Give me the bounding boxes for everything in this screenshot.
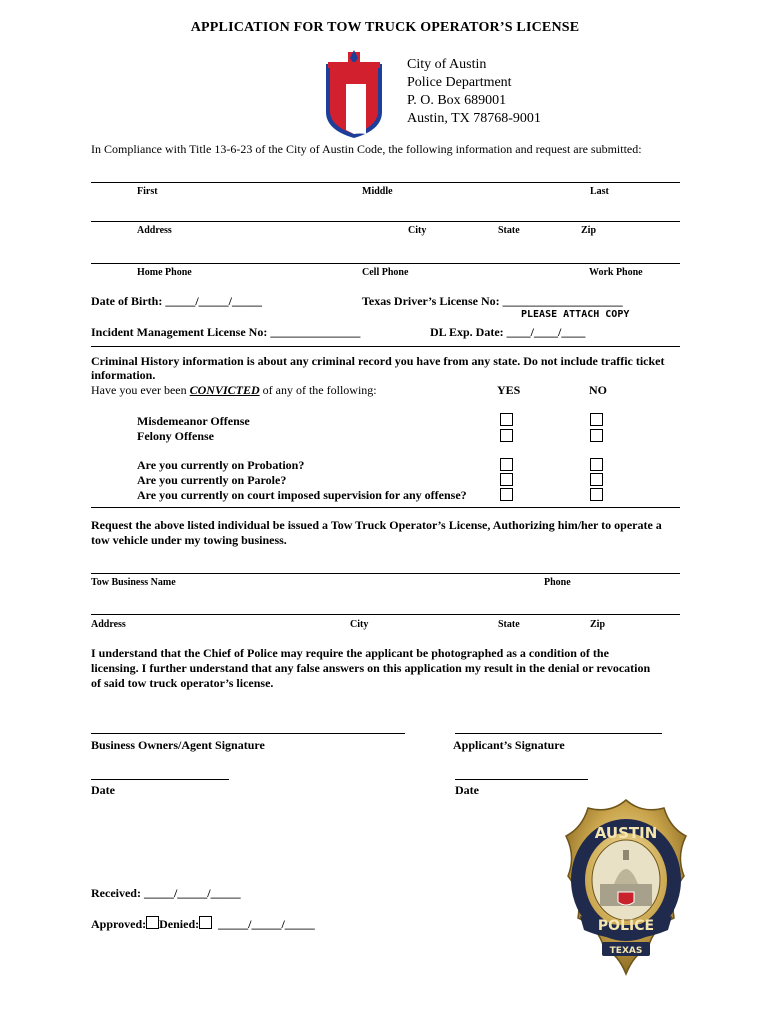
work-phone-label: Work Phone: [589, 267, 643, 278]
section-divider: [91, 346, 680, 347]
probation-label: Are you currently on Probation?: [137, 458, 305, 472]
convicted-emphasis: CONVICTED: [189, 383, 260, 397]
address-line-1: City of Austin: [407, 57, 487, 72]
felony-yes-checkbox[interactable]: [500, 429, 513, 442]
parole-yes-checkbox[interactable]: [500, 473, 513, 486]
denied-date[interactable]: _____/_____/_____: [218, 917, 315, 931]
convicted-question-suffix: of any of the following:: [259, 383, 377, 397]
convicted-question: [91, 383, 377, 398]
last-name-label: Last: [590, 186, 609, 197]
criminal-history-intro: Criminal History information is about any criminal record you have from any state. Do not include traffic ticket information.: [91, 354, 665, 382]
applicant-date-label: Date: [455, 783, 479, 797]
denied-label: Denied:: [159, 917, 200, 931]
intro-text: In Compliance with Title 13-6-23 of the City of Austin Code, the following information and request are submitted:: [91, 142, 642, 156]
misdemeanor-yes-checkbox[interactable]: [500, 413, 513, 426]
address-line-3: P. O. Box 689001: [407, 93, 507, 108]
address-line-2: Police Department: [407, 75, 512, 90]
request-statement: Request the above listed individual be issued a Tow Truck Operator’s License, Authorizing him/her to operate a tow vehicle under my towing business.: [91, 518, 662, 547]
misdemeanor-label: Misdemeanor Offense: [137, 414, 250, 428]
badge-bottom-text: TEXAS: [609, 946, 643, 956]
business-state-label: State: [498, 619, 520, 630]
phone-field-line[interactable]: [91, 263, 680, 264]
received-field[interactable]: Received: _____/_____/_____: [91, 886, 241, 900]
approved-label: Approved:: [91, 917, 147, 931]
parole-no-checkbox[interactable]: [590, 473, 603, 486]
business-address-line[interactable]: [91, 614, 680, 615]
tdl-field[interactable]: Texas Driver’s License No: ____________________: [362, 294, 623, 308]
supervision-label: Are you currently on court imposed supervision for any offense?: [137, 488, 467, 502]
approval-row: [91, 916, 315, 932]
business-address-label: Address: [91, 619, 126, 630]
address-field-line[interactable]: [91, 221, 680, 222]
middle-name-label: Middle: [362, 186, 393, 197]
understanding-statement: I understand that the Chief of Police may require the applicant be photographed as a condition of the licensing. I further understand that any false answers on this application my result in the denial or revocation of said tow truck operator’s license.: [91, 646, 651, 690]
home-phone-label: Home Phone: [137, 267, 192, 278]
supervision-yes-checkbox[interactable]: [500, 488, 513, 501]
misdemeanor-no-checkbox[interactable]: [590, 413, 603, 426]
no-header: NO: [589, 383, 607, 397]
convicted-question-prefix: Have you ever been: [91, 383, 190, 397]
felony-no-checkbox[interactable]: [590, 429, 603, 442]
supervision-no-checkbox[interactable]: [590, 488, 603, 501]
parole-label: Are you currently on Parole?: [137, 473, 287, 487]
cell-phone-label: Cell Phone: [362, 267, 409, 278]
dob-field[interactable]: Date of Birth: _____/_____/_____: [91, 294, 262, 308]
denied-checkbox[interactable]: [199, 916, 212, 929]
business-signature-label: Business Owners/Agent Signature: [91, 738, 265, 752]
business-date-line[interactable]: [91, 779, 229, 780]
city-seal-icon: [322, 50, 386, 140]
city-label: City: [408, 225, 427, 236]
business-name-line[interactable]: [91, 573, 680, 574]
zip-label: Zip: [581, 225, 597, 236]
attach-copy-note: PLEASE ATTACH COPY: [521, 309, 630, 320]
name-field-line[interactable]: [91, 182, 680, 183]
approved-checkbox[interactable]: [146, 916, 159, 929]
business-signature-line[interactable]: [91, 733, 405, 734]
section-divider: [91, 507, 680, 508]
iml-field[interactable]: Incident Management License No: _______________: [91, 325, 361, 339]
first-name-label: First: [137, 186, 158, 197]
dl-exp-field[interactable]: DL Exp. Date: ____/____/____: [430, 325, 586, 339]
business-city-label: City: [350, 619, 369, 630]
business-zip-label: Zip: [590, 619, 606, 630]
applicant-date-line[interactable]: [455, 779, 588, 780]
applicant-signature-label: Applicant’s Signature: [453, 738, 565, 752]
state-label: State: [498, 225, 520, 236]
badge-middle-text: POLICE: [597, 918, 655, 934]
address-label: Address: [137, 225, 172, 236]
business-date-label: Date: [91, 783, 115, 797]
felony-label: Felony Offense: [137, 429, 214, 443]
business-name-label: Tow Business Name: [91, 577, 176, 588]
applicant-signature-line[interactable]: [455, 733, 662, 734]
yes-header: YES: [497, 383, 521, 397]
page-title: APPLICATION FOR TOW TRUCK OPERATOR’S LICENSE: [190, 20, 580, 35]
badge-top-text: AUSTIN: [594, 824, 658, 842]
probation-yes-checkbox[interactable]: [500, 458, 513, 471]
probation-no-checkbox[interactable]: [590, 458, 603, 471]
business-phone-label: Phone: [544, 577, 571, 588]
austin-police-badge-icon: [560, 798, 692, 976]
address-line-4: Austin, TX 78768-9001: [407, 111, 541, 126]
